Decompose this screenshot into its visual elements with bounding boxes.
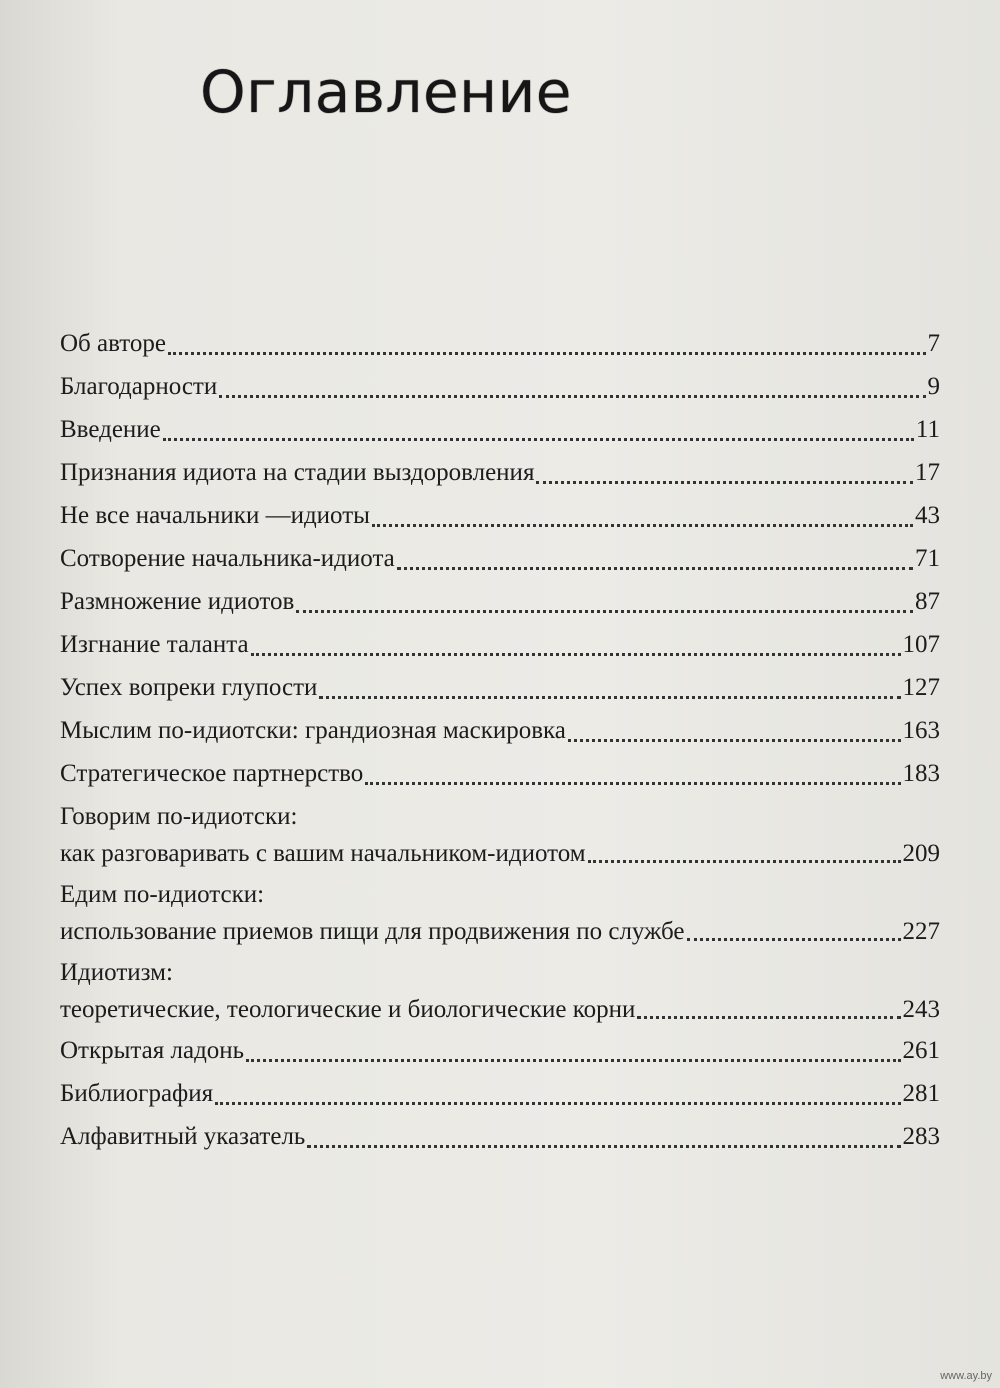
toc-label-line1: Идиотизм: bbox=[60, 959, 173, 986]
toc-label: Успех вопреки глупости bbox=[60, 674, 318, 701]
toc-page: 7 bbox=[927, 330, 940, 357]
dot-leader bbox=[219, 394, 925, 398]
toc-page: 261 bbox=[902, 1037, 940, 1064]
page-title: Оглавление bbox=[200, 58, 572, 126]
toc-label: Введение bbox=[60, 416, 161, 443]
toc-page: 43 bbox=[915, 502, 940, 529]
toc-page: 209 bbox=[902, 840, 940, 867]
toc-entry bbox=[60, 1029, 940, 1072]
dot-leader bbox=[568, 738, 901, 742]
dot-leader bbox=[637, 1015, 900, 1019]
toc-label: Не все начальники —идиоты bbox=[60, 502, 370, 529]
dot-leader bbox=[307, 1144, 900, 1148]
toc-page: 87 bbox=[915, 588, 940, 615]
dot-leader bbox=[372, 523, 913, 527]
toc-label: Библиография bbox=[60, 1080, 214, 1107]
toc-page: 107 bbox=[902, 631, 940, 658]
dot-leader bbox=[168, 351, 926, 355]
toc-page: 71 bbox=[915, 545, 940, 572]
toc-label: Об авторе bbox=[60, 330, 166, 357]
toc-entry bbox=[60, 666, 940, 709]
dot-leader bbox=[296, 609, 913, 613]
toc-label: Сотворение начальника-идиота bbox=[60, 545, 395, 572]
dot-leader bbox=[687, 937, 901, 941]
toc-entry bbox=[60, 494, 940, 537]
toc-label-line2: как разговаривать с вашим начальником-идиотом bbox=[60, 840, 586, 867]
dot-leader bbox=[246, 1058, 900, 1062]
toc-label-line1: Говорим по-идиотски: bbox=[60, 803, 298, 830]
toc-entry bbox=[60, 365, 940, 408]
toc-entry bbox=[60, 408, 940, 451]
dot-leader bbox=[588, 859, 901, 863]
toc-label-line2: использование приемов пищи для продвижения по службе bbox=[60, 918, 685, 945]
toc-label: Признания идиота на стадии выздоровления bbox=[60, 459, 535, 486]
dot-leader bbox=[397, 566, 913, 570]
toc-line2 bbox=[60, 913, 940, 951]
toc-label-line2: теоретические, теологические и биологические корни bbox=[60, 996, 636, 1023]
toc-entry bbox=[60, 451, 940, 494]
toc-line2 bbox=[60, 835, 940, 873]
toc-entry bbox=[60, 623, 940, 666]
toc-page: 283 bbox=[902, 1123, 940, 1150]
toc-page: 183 bbox=[902, 760, 940, 787]
toc-page: 11 bbox=[915, 416, 940, 443]
toc-label: Размножение идиотов bbox=[60, 588, 295, 615]
toc-label: Стратегическое партнерство bbox=[60, 760, 364, 787]
toc-label: Изгнание таланта bbox=[60, 631, 249, 658]
toc-entry-multiline bbox=[60, 799, 940, 873]
toc-entry bbox=[60, 709, 940, 752]
toc-label: Алфавитный указатель bbox=[60, 1123, 306, 1150]
toc-page: 9 bbox=[927, 373, 940, 400]
toc-entry-multiline bbox=[60, 877, 940, 951]
watermark: www.ay.by bbox=[940, 1370, 992, 1382]
toc-page: 127 bbox=[902, 674, 940, 701]
toc-page: 163 bbox=[902, 717, 940, 744]
toc-entry-multiline bbox=[60, 955, 940, 1029]
toc-entry bbox=[60, 1115, 940, 1158]
toc-entry bbox=[60, 322, 940, 365]
toc-entry bbox=[60, 580, 940, 623]
toc-page: 227 bbox=[902, 918, 940, 945]
toc-entry bbox=[60, 752, 940, 795]
toc-entry bbox=[60, 537, 940, 580]
table-of-contents bbox=[60, 322, 940, 1158]
toc-line2 bbox=[60, 991, 940, 1029]
dot-leader bbox=[319, 695, 900, 699]
toc-page: 281 bbox=[902, 1080, 940, 1107]
dot-leader bbox=[365, 781, 900, 785]
dot-leader bbox=[536, 480, 913, 484]
toc-entry bbox=[60, 1072, 940, 1115]
toc-page: 17 bbox=[915, 459, 940, 486]
dot-leader bbox=[251, 652, 901, 656]
toc-label: Мыслим по-идиотски: грандиозная маскировка bbox=[60, 717, 566, 744]
toc-label: Благодарности bbox=[60, 373, 218, 400]
toc-page: 243 bbox=[902, 996, 940, 1023]
dot-leader bbox=[215, 1101, 900, 1105]
dot-leader bbox=[163, 437, 914, 441]
toc-label: Открытая ладонь bbox=[60, 1037, 245, 1064]
toc-label-line1: Едим по-идиотски: bbox=[60, 881, 265, 908]
